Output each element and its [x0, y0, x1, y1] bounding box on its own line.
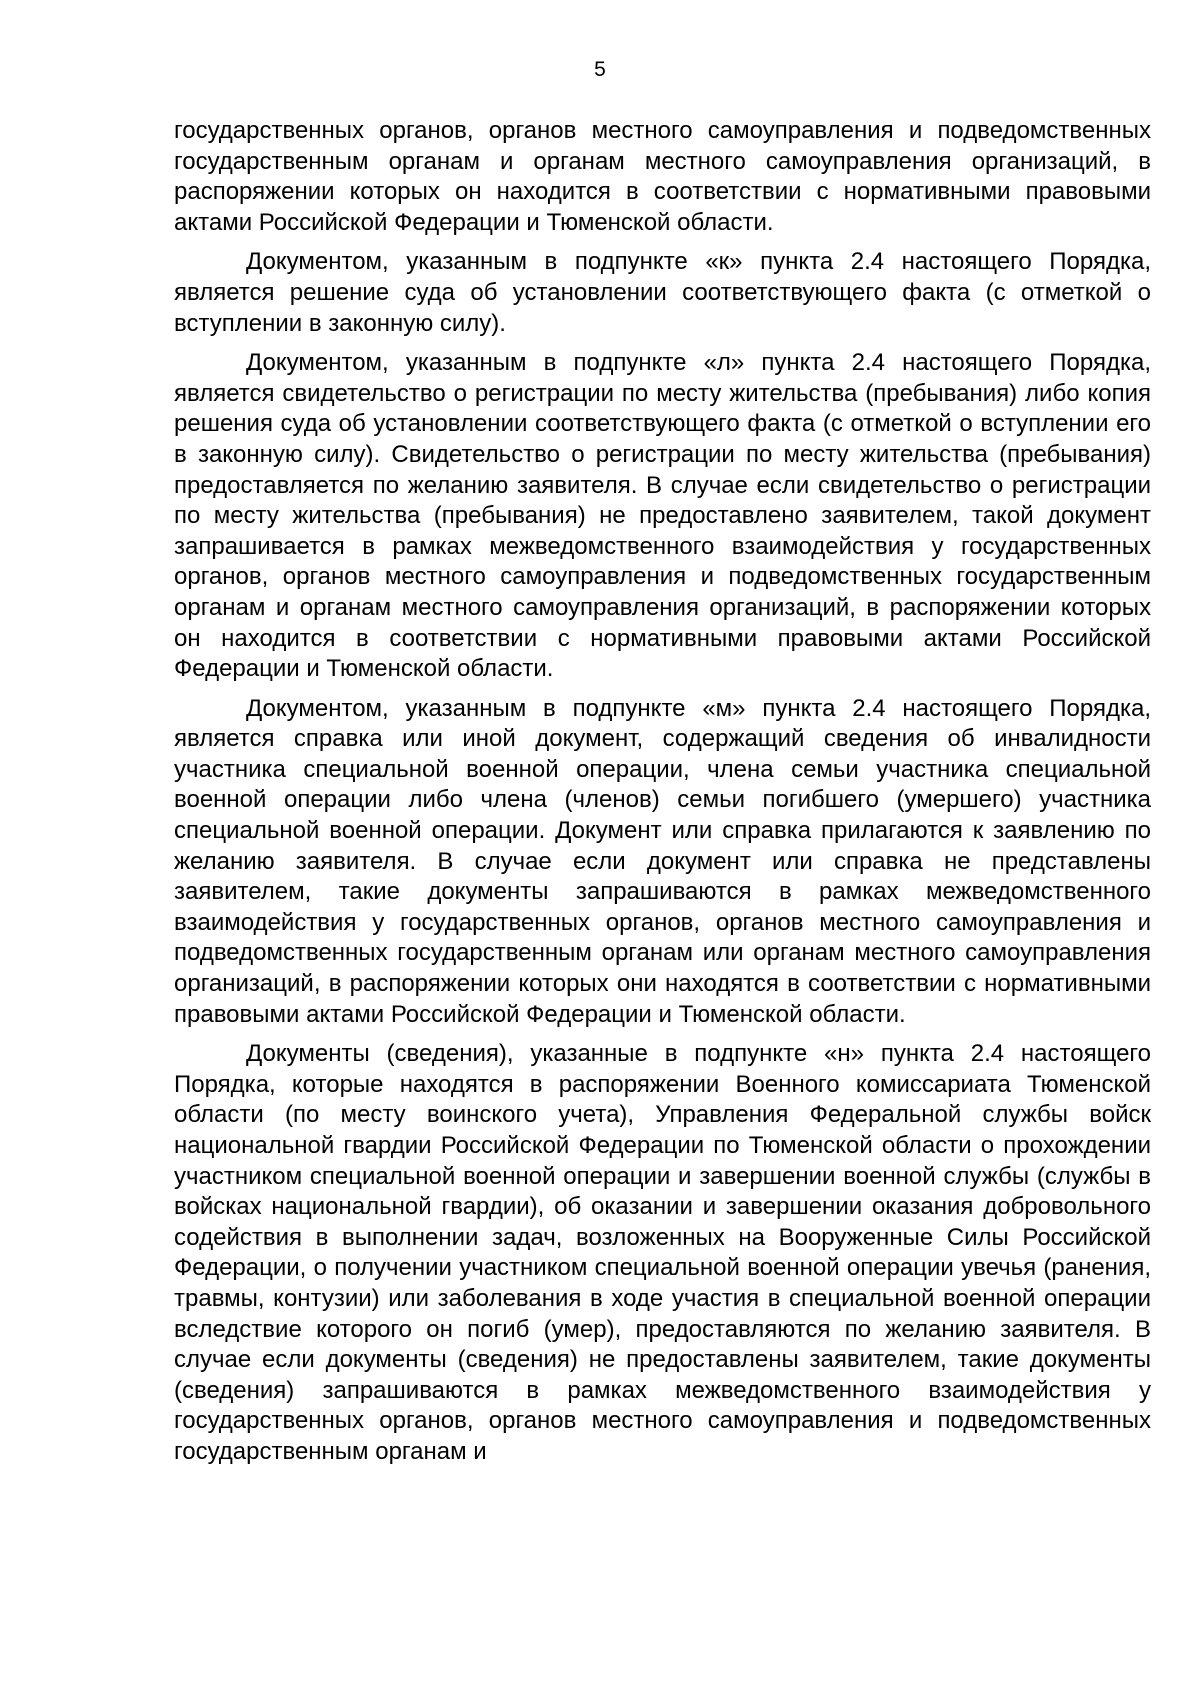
paragraph-subitem-n: Документы (сведения), указанные в подпункте «н» пункта 2.4 настоящего Порядка, которые находятся в распоряжении Военного комиссариата Тюменской области (по месту воинского учета), Управления Федеральной службы войск национальной гвардии Российской Федерации по Тюменской области о прохождении участником специальной военной операции и завершении военной службы (службы в войсках национальной гвардии), об оказании и завершении оказания добровольного содействия в выполнении задач, возложенных на Вооруженные Силы Российской Федерации, о получении участником специальной военной операции увечья (ранения, травмы, контузии) или заболевания в ходе участия в специальной военной операции вследствие которого он погиб (умер), предоставляются по желанию заявителя. В случае если документы (сведения) не предоставлены заявителем, такие документы (сведения) запрашиваются в рамках межведомственного взаимодействия у государственных органов, органов местного самоуправления и подведомственных государственным органам и: [174, 1040, 1151, 1465]
paragraph-subitem-m: Документом, указанным в подпункте «м» пункта 2.4 настоящего Порядка, является справка или иной документ, содержащий сведения об инвалидности участника специальной военной операции, члена семьи участника специальной военной операции либо члена (членов) семьи погибшего (умершего) участника специальной военной операции. Документ или справка прилагаются к заявлению по желанию заявителя. В случае если документ или справка не представлены заявителем, такие документы запрашиваются в рамках межведомственного взаимодействия у государственных органов, органов местного самоуправления и подведомственных государственным органам или органам местного самоуправления организаций, в распоряжении которых они находятся в соответствии с нормативными правовыми актами Российской Федерации и Тюменской области.: [174, 694, 1151, 1028]
paragraph-continuation: государственных органов, органов местного самоуправления и подведомственных государственным органам и органам местного самоуправления организаций, в распоряжении которых он находится в соответствии с нормативными правовыми актами Российской Федерации и Тюменской области.: [174, 117, 1151, 236]
paragraph-subitem-l: Документом, указанным в подпункте «л» пункта 2.4 настоящего Порядка, является свидетельство о регистрации по месту жительства (пребывания) либо копия решения суда об установлении соответствующего факта (с отметкой о вступлении его в законную силу). Свидетельство о регистрации по месту жительства (пребывания) предоставляется по желанию заявителя. В случае если свидетельство о регистрации по месту жительства (пребывания) не предоставлено заявителем, такой документ запрашивается в рамках межведомственного взаимодействия у государственных органов, органов местного самоуправления и подведомственных государственным органам и органам местного самоуправления организаций, в распоряжении которых он находится в соответствии с нормативными правовыми актами Российской Федерации и Тюменской области.: [174, 349, 1151, 683]
document-body: [174, 116, 1151, 1477]
paragraph-subitem-k: Документом, указанным в подпункте «к» пункта 2.4 настоящего Порядка, является решение суда об установлении соответствующего факта (с отметкой о вступлении в законную силу).: [174, 248, 1151, 337]
page-number: 5: [594, 58, 606, 81]
